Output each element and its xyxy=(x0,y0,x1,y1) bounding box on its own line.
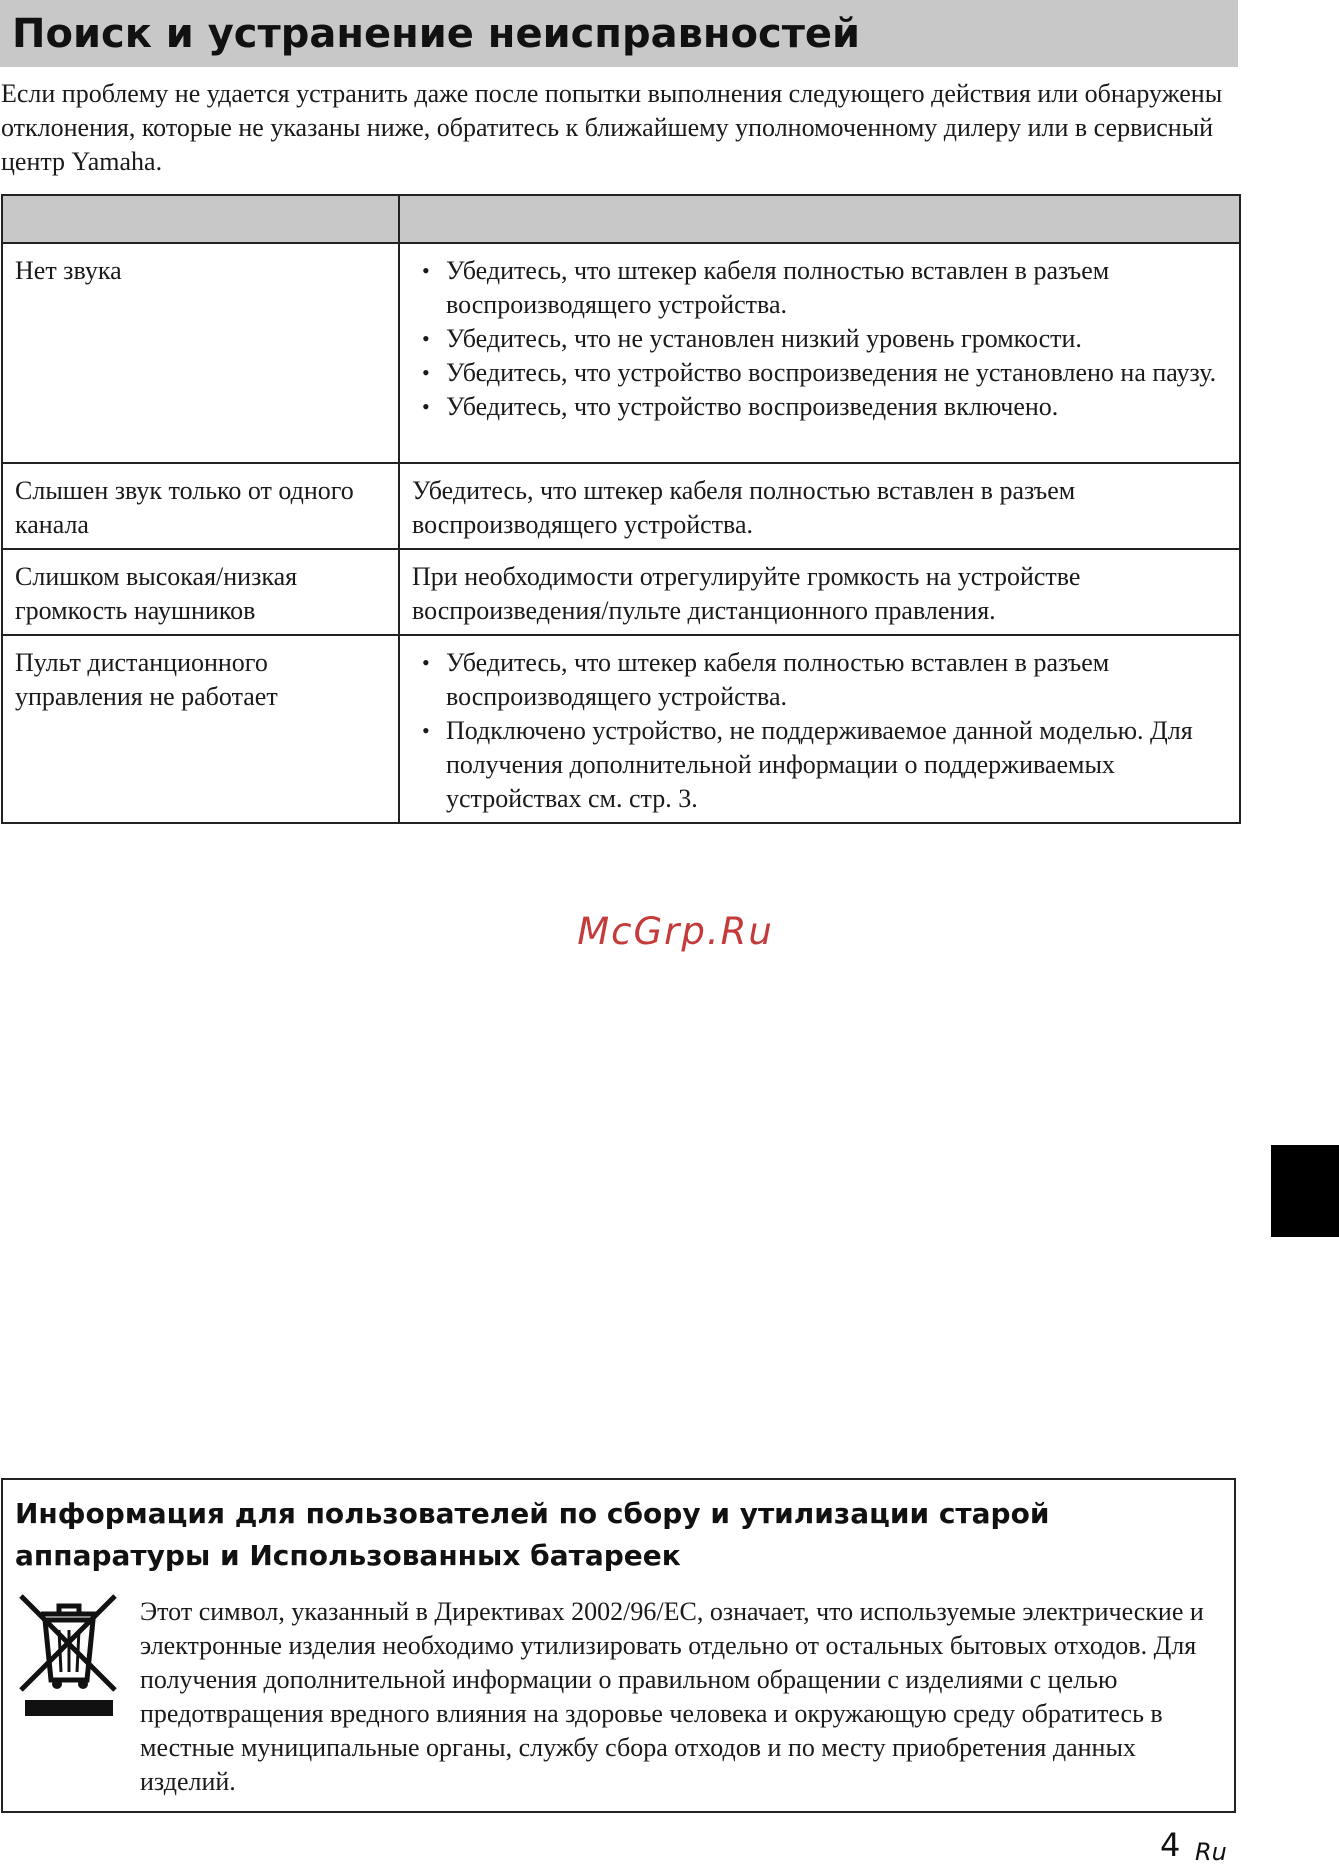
problem-cell: Слышен звук только от одного канала xyxy=(2,463,399,549)
watermark: McGrp.Ru xyxy=(577,910,774,953)
table-header-cell-problem xyxy=(2,195,399,243)
problem-cell: Слишком высокая/низкая громкость наушников xyxy=(2,549,399,635)
table-row xyxy=(2,243,1240,463)
remedy-cell: При необходимости отрегулируйте громкость на устройстве воспроизведения/пульте дистанционного правления. xyxy=(399,549,1240,635)
list-item: • Убедитесь, что штекер кабеля полностью вставлен в разъем воспроизводящего устройства. xyxy=(412,254,1229,322)
list-item: • Подключено устройство, не поддерживаемое данной моделью. Для получения дополнительной информации о поддерживаемых устройствах см. стр. 3. xyxy=(412,714,1229,816)
crossed-out-wheelie-bin-icon xyxy=(15,1592,123,1718)
table-row xyxy=(2,463,1240,549)
remedy-cell xyxy=(399,635,1240,823)
page-title: Поиск и устранение неисправностей xyxy=(12,11,861,57)
remedy-cell xyxy=(399,243,1240,463)
disposal-info-box xyxy=(1,1478,1236,1813)
table-header-row xyxy=(2,195,1240,243)
list-item: • Убедитесь, что не установлен низкий уровень громкости. xyxy=(412,322,1229,356)
list-item: • Убедитесь, что устройство воспроизведения не установлено на паузу. xyxy=(412,356,1229,390)
remedy-list xyxy=(412,646,1229,816)
section-title-bar xyxy=(0,0,1238,67)
problem-cell: Нет звука xyxy=(2,243,399,463)
table-header-cell-remedy xyxy=(399,195,1240,243)
table-row xyxy=(2,635,1240,823)
list-item: • Убедитесь, что устройство воспроизведения включено. xyxy=(412,390,1229,424)
remedy-cell: Убедитесь, что штекер кабеля полностью вставлен в разъем воспроизводящего устройства. xyxy=(399,463,1240,549)
section-tab-marker xyxy=(1271,1145,1339,1237)
remedy-list xyxy=(412,254,1229,424)
disposal-text: Этот символ, указанный в Директивах 2002/96/EC, означает, что используемые электрические и электронные изделия необходимо утилизировать отдельно от остальных бытовых отходов. Для получения дополнительной информации о правильном обращении с изделиями с целью предотвращения вредного влияния на здоровье человека и окружающую среду обратитесь в местные муниципальные органы, службу сбора отходов и по месту приобретения данных изделий. xyxy=(140,1597,1204,1796)
page-language: Ru xyxy=(1195,1838,1227,1866)
disposal-title: Информация для пользователей по сбору и утилизации старой аппаратуры и Использованных батареек xyxy=(15,1497,1050,1572)
list-item: • Убедитесь, что штекер кабеля полностью вставлен в разъем воспроизводящего устройства. xyxy=(412,646,1229,714)
problem-cell: Пульт дистанционного управления не работает xyxy=(2,635,399,823)
troubleshooting-table xyxy=(1,194,1241,824)
intro-paragraph: Если проблему не удается устранить даже после попытки выполнения следующего действия или обнаружены отклонения, которые не указаны ниже, обратитесь к ближайшему уполномоченному дилеру или в сервисный центр Yamaha. xyxy=(1,79,1223,176)
table-row xyxy=(2,549,1240,635)
page-number: 4 xyxy=(1160,1826,1181,1864)
